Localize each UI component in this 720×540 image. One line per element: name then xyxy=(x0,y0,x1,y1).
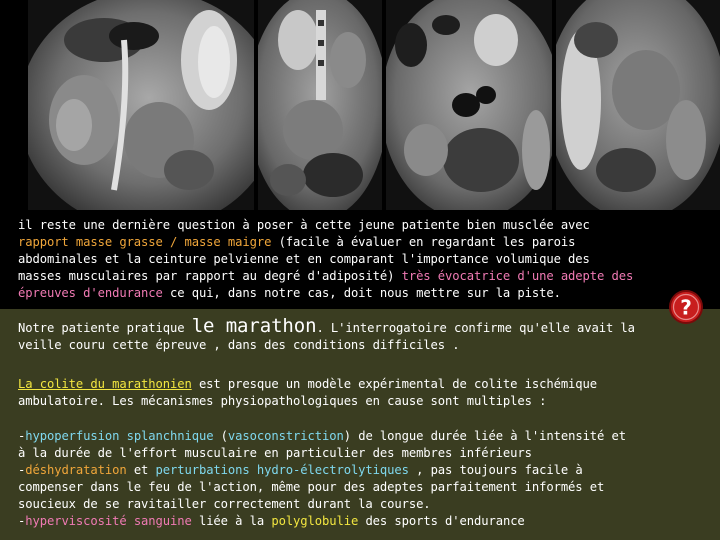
mech-text-6: des sports d'endurance xyxy=(358,514,525,528)
mech-text-3: et xyxy=(126,463,156,477)
dehydration-highlight: déshydratation xyxy=(25,463,127,477)
electrolyte-highlight: perturbations hydro-électrolytiques xyxy=(155,463,409,477)
help-question-icon xyxy=(668,289,704,325)
marathon-highlight: le marathon xyxy=(191,315,317,337)
marathon-colitis-highlight: La colite du marathonien xyxy=(18,377,192,391)
intro-text-2: (facile à évaluer en regardant les parois abdominales et la ceinture pelvienne et en comparant l'importance volumique des masses musculaires par rapport au degré d'adiposité) xyxy=(18,235,590,283)
ct-scan-coronal-1 xyxy=(14,0,254,210)
marathon-text-1: Notre patiente pratique xyxy=(18,321,192,335)
ct-scan-coronal-4 xyxy=(556,0,720,210)
help-button[interactable] xyxy=(668,289,704,325)
dash-2: - xyxy=(18,463,26,477)
ct-image-strip xyxy=(0,0,720,210)
polyglobulia-highlight: polyglobulie xyxy=(271,514,359,528)
vasoconstriction-highlight: vasoconstriction xyxy=(227,429,344,443)
colitis-text-1: est presque un modèle expérimental de colite ischémique ambulatoire. Les mécanismes physiopathologiques en cause sont multiples : xyxy=(18,377,598,408)
mech-text-1: ( xyxy=(213,429,228,443)
ct-scan-coronal-2 xyxy=(258,0,382,210)
endurance-highlight: très évocatrice d'une adepte des épreuves d'endurance xyxy=(18,269,634,300)
dash-3: - xyxy=(18,514,26,528)
ct-scan-coronal-3 xyxy=(386,0,552,210)
mech-text-5: liée à la xyxy=(191,514,272,528)
colitis-paragraph xyxy=(18,376,638,410)
hyperviscosity-highlight: hyperviscosité sanguine xyxy=(25,514,192,528)
mechanisms-paragraph xyxy=(18,428,638,530)
fat-lean-ratio-highlight: rapport masse grasse / masse maigre xyxy=(18,235,272,249)
intro-text-1: il reste une dernière question à poser à cette jeune patiente bien musclée avec xyxy=(18,218,590,232)
mech-text-4: , pas toujours facile à compenser dans le feu de l'action, même pour des adeptes parfaitement informés et soucieux de se ravitailler correctement durant la course. xyxy=(18,463,605,511)
hypoperfusion-highlight: hypoperfusion splanchnique xyxy=(25,429,214,443)
mech-text-2: ) de longue durée liée à l'intensité et à la durée de l'effort musculaire en particulier des membres inférieurs xyxy=(18,429,626,460)
marathon-text-2: . L'interrogatoire confirme qu'elle avait la veille couru cette épreuve , dans des conditions difficiles . xyxy=(18,321,635,352)
svg-text:?: ? xyxy=(680,295,692,320)
marathon-paragraph xyxy=(18,315,638,354)
intro-paragraph xyxy=(18,217,638,302)
intro-text-3: ce qui, dans notre cas, doit nous mettre sur la piste. xyxy=(162,286,561,300)
dash-1: - xyxy=(18,429,26,443)
